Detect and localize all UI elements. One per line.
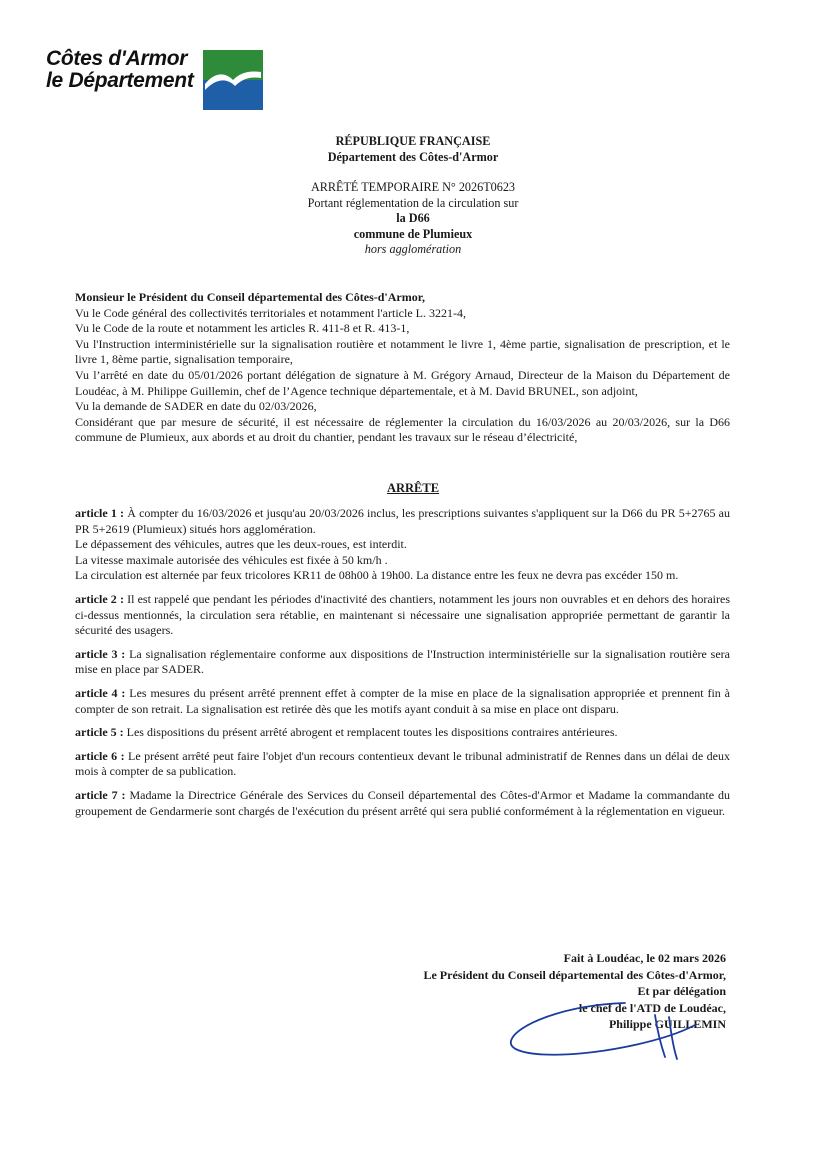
decree-subject: Portant réglementation de la circulation sur (307, 195, 519, 210)
article-5 (75, 725, 730, 741)
decree-number: ARRÊTÉ TEMPORAIRE N° 2026T0623 (310, 180, 516, 194)
signatory-name: Philippe GUILLEMIN (608, 1017, 726, 1031)
decision-title: ARRÊTE (386, 481, 440, 495)
article-label: article 2 : (75, 591, 124, 606)
preamble-line: Vu l'Instruction interministérielle sur la signalisation routière et notamment le livre 1, 4ème partie, signalisation de prescription, et le livre 1, 8ème partie, signalisation temporaire, (75, 336, 730, 367)
logo-line-2: le Département (46, 69, 194, 92)
article-text: Il est rappelé que pendant les périodes d'inactivité des chantiers, notamment les jours non ouvrables et en dehors des horaires ci-dessus mentionnés, la circulation sera rétablie, en maintenant si nécessaire une signalisation appropriée permettant de garantir la sécurité des usagers. (75, 591, 731, 638)
handwritten-signature (505, 995, 705, 1065)
article-1 (75, 506, 730, 584)
article-text: Les mesures du présent arrêté prennent effet à compter de la mise en place de la signalisation appropriée et prennent fin à compter de son retrait. La signalisation est retirée dès que les motifs ayant conduit à sa mise en place ont disparu. (75, 685, 730, 716)
article-7 (75, 788, 730, 819)
article-label: article 1 : (75, 506, 125, 520)
article-label: article 3 : (75, 646, 126, 661)
article-4 (75, 686, 730, 717)
article-label: article 6 : (75, 748, 125, 763)
preamble-line: Vu le Code de la route et notamment les articles R. 411-8 et R. 413-1, (75, 321, 410, 336)
president-line: Monsieur le Président du Conseil départemental des Côtes-d'Armor, (75, 290, 425, 304)
decree-preamble (75, 290, 730, 446)
preamble-line: Considérant que par mesure de sécurité, il est nécessaire de réglementer la circulation du 16/03/2026 au 20/03/2026, sur la D66 commune de Plumieux, aux abords et au droit du chantier, pendant les travaux sur le réseau d’électricité, (75, 414, 730, 445)
article-extra: La circulation est alternée par feux tricolores KR11 de 08h00 à 19h00. La distance entre les feux ne devra pas excéder 150 m. (75, 568, 679, 583)
article-6 (75, 749, 730, 780)
place-date: Fait à Loudéac, le 02 mars 2026 (563, 951, 726, 965)
article-text: Le présent arrêté peut faire l'objet d'un recours contentieux devant le tribunal administratif de Rennes dans un délai de deux mois à compter de sa publication. (75, 748, 731, 779)
decree-commune: commune de Plumieux (353, 226, 473, 241)
preamble-line: Vu la demande de SADER en date du 02/03/2026, (75, 399, 317, 414)
article-extra: La vitesse maximale autorisée des véhicules est fixée à 50 km/h . (75, 552, 388, 567)
article-text: Les dispositions du présent arrêté abrogent et remplacent toutes les dispositions contraires antérieures. (126, 725, 618, 740)
preamble-line: Vu le Code général des collectivités territoriales et notamment l'article L. 3221-4, (75, 305, 466, 320)
article-text: À compter du 16/03/2026 et jusqu'au 20/03/2026 inclus, les prescriptions suivantes s'appliquent sur la D66 du PR 5+2765 au PR 5+2619 (Plumieux) situés hors agglomération. (75, 506, 731, 536)
decree-zone: hors agglomération (364, 242, 462, 256)
logo-emblem-icon (203, 50, 263, 110)
article-label: article 5 : (75, 725, 124, 740)
preamble-line: Vu l’arrêté en date du 05/01/2026 portant délégation de signature à M. Grégory Arnaud, Directeur de la Maison du Département de Loudéac, à M. Philippe Guillemin, chef de l’Agence technique départementale, et à M. David BRUNEL, son adjoint, (75, 367, 730, 398)
header-authority (0, 134, 826, 165)
header-decree (0, 180, 826, 258)
article-2 (75, 592, 730, 639)
articles-section (75, 506, 730, 827)
article-3 (75, 647, 730, 678)
department-logo (46, 48, 276, 112)
logo-line-1: Côtes d'Armor (46, 47, 188, 70)
delegation-line: Et par délégation (637, 984, 726, 998)
article-label: article 7 : (75, 787, 126, 802)
article-label: article 4 : (75, 685, 126, 700)
article-text: Madame la Directrice Générale des Services du Conseil départemental des Côtes-d'Armor et Madame la commandante du groupement de Gendarmerie sont chargés de l'exécution du présent arrêté qui sera publié conformément à la réglementation en vigueur. (75, 787, 731, 818)
article-text: La signalisation réglementaire conforme aux dispositions de l'Instruction interministérielle sur la signalisation routière sera mise en place par SADER. (75, 646, 731, 677)
decree-road: la D66 (396, 211, 430, 225)
article-extra: Le dépassement des véhicules, autres que les deux-roues, est interdit. (75, 537, 407, 552)
signatory-title: Le Président du Conseil départemental des Côtes-d'Armor, (423, 967, 726, 982)
department-title: Département des Côtes-d'Armor (327, 149, 499, 164)
republic-title: RÉPUBLIQUE FRANÇAISE (335, 134, 491, 148)
signatory-role: le chef de l'ATD de Loudéac, (578, 1000, 726, 1015)
logo-text (46, 48, 194, 92)
